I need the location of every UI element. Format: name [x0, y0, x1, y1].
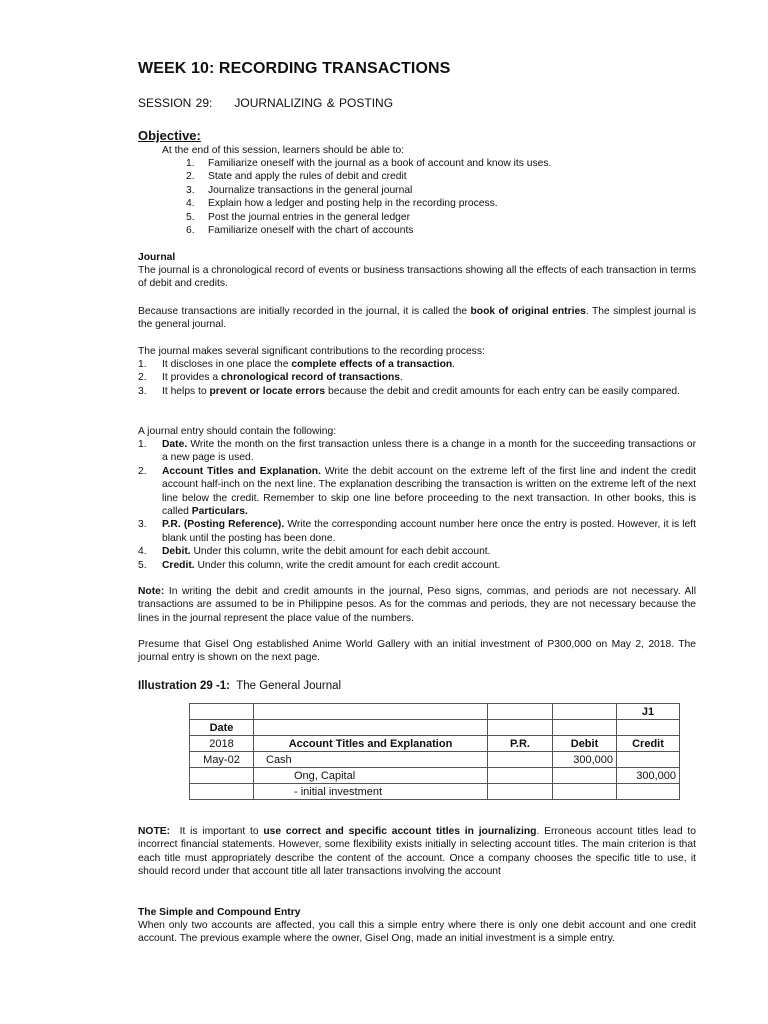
- list-item: 2. State and apply the rules of debit and credit: [186, 171, 407, 183]
- journal-page-ref: J1: [617, 704, 680, 720]
- page-title: WEEK 10: RECORDING TRANSACTIONS: [138, 60, 451, 77]
- note-paragraph: Note: In writing the debit and credit amounts in the journal, Peso signs, commas, and periods are not necessary. All transactions are assumed to be in Philippine pesos. As for the commas and periods, they are not necessary because the lines in the journal represent the place value of the numbers.: [138, 586, 696, 624]
- journal-definition: The journal is a chronological record of events or business transactions showing all the effects of each transaction in terms of debit and credits.: [138, 265, 696, 290]
- col-header-debit: Debit: [553, 736, 617, 752]
- entry-contents-list: [138, 438, 696, 572]
- list-item: 5. Post the journal entries in the general ledger: [186, 211, 411, 223]
- session-topic: JOURNALIZING & POSTING: [234, 96, 394, 110]
- table-row: - initial investment: [190, 784, 680, 800]
- journal-heading: Journal: [138, 252, 176, 263]
- session-number: SESSION 29:: [138, 96, 213, 110]
- col-header-pr: P.R.: [488, 736, 553, 752]
- list-item: 3. P.R. (Posting Reference). Write the corresponding account number here once the entry is posted. However, it is left blank until the posting has been done.: [138, 519, 696, 544]
- objective-heading: Objective:: [138, 128, 201, 143]
- list-item: 3. Journalize transactions in the general journal: [186, 184, 413, 196]
- table-row: [190, 736, 680, 752]
- table-row: [190, 720, 680, 736]
- simple-compound-paragraph: When only two accounts are affected, you call this a simple entry where there is only one debit account and one credit account. The previous example where the owner, Gisel Ong, made an initial investment is a simple entry.: [138, 920, 696, 945]
- contributions-intro: The journal makes several significant contributions to the recording process:: [138, 346, 485, 357]
- list-item: 4. Debit. Under this column, write the debit amount for each debit account.: [138, 546, 491, 558]
- col-header-credit: Credit: [617, 736, 680, 752]
- list-item: 1. It discloses in one place the complete effects of a transaction.: [138, 359, 456, 370]
- list-item: 3. It helps to prevent or locate errors because the debit and credit amounts for each entry can be easily compared.: [138, 385, 681, 397]
- book-of-original-entries-paragraph: Because transactions are initially recorded in the journal, it is called the book of original entries. The simplest journal is the general journal.: [138, 306, 696, 331]
- session-heading: [138, 96, 393, 110]
- list-item: 2. It provides a chronological record of transactions.: [138, 372, 403, 384]
- entry-contents-intro: A journal entry should contain the following:: [138, 426, 337, 437]
- table-row: May-02 Cash 300,000: [190, 752, 680, 768]
- contributions-list: [138, 358, 696, 398]
- simple-compound-heading: The Simple and Compound Entry: [138, 907, 301, 918]
- list-item: 6. Familiarize oneself with the chart of accounts: [186, 225, 414, 237]
- col-header-account: Account Titles and Explanation: [254, 736, 488, 752]
- col-header-date: Date: [190, 720, 254, 736]
- objective-intro: At the end of this session, learners should be able to:: [162, 145, 405, 156]
- year-cell: 2018: [190, 736, 254, 752]
- illustration-caption: Illustration 29 -1: The General Journal: [138, 680, 342, 692]
- presume-paragraph: Presume that Gisel Ong established Anime World Gallery with an initial investment of P300,000 on May 2, 2018. The journal entry is shown on the next page.: [138, 639, 696, 664]
- account-titles-note: NOTE: It is important to use correct and specific account titles in journalizing. Erroneous account titles lead to incorrect financial statements. However, some flexibility exists initially in selecting account titles. The main criterion is that each title must appropriately describe the content of the account. Once a company chooses the specific title to use, it should record under that account title all later transactions involving the account: [138, 826, 696, 878]
- objective-list: [186, 157, 551, 237]
- list-item: 5. Credit. Under this column, write the credit amount for each credit account.: [138, 559, 501, 571]
- list-item: 1. Familiarize oneself with the journal as a book of account and know its uses.: [186, 158, 552, 169]
- list-item: 4. Explain how a ledger and posting help in the recording process.: [186, 198, 498, 210]
- list-item: 1. Date. Write the month on the first transaction unless there is a change in a month for the succeeding transactions or a new page is used.: [138, 439, 696, 464]
- general-journal-table: [189, 703, 680, 800]
- list-item: 2. Account Titles and Explanation. Write the debit account on the extreme left of the first line and indent the credit account half-inch on the next line. The explanation describing the transaction is written on the extreme left of the next line below the credit. Remember to skip one line before proceeding to the next transaction. In other books, this is called Particulars.: [138, 465, 696, 518]
- table-row: Ong, Capital 300,000: [190, 768, 680, 784]
- table-row: [190, 704, 680, 720]
